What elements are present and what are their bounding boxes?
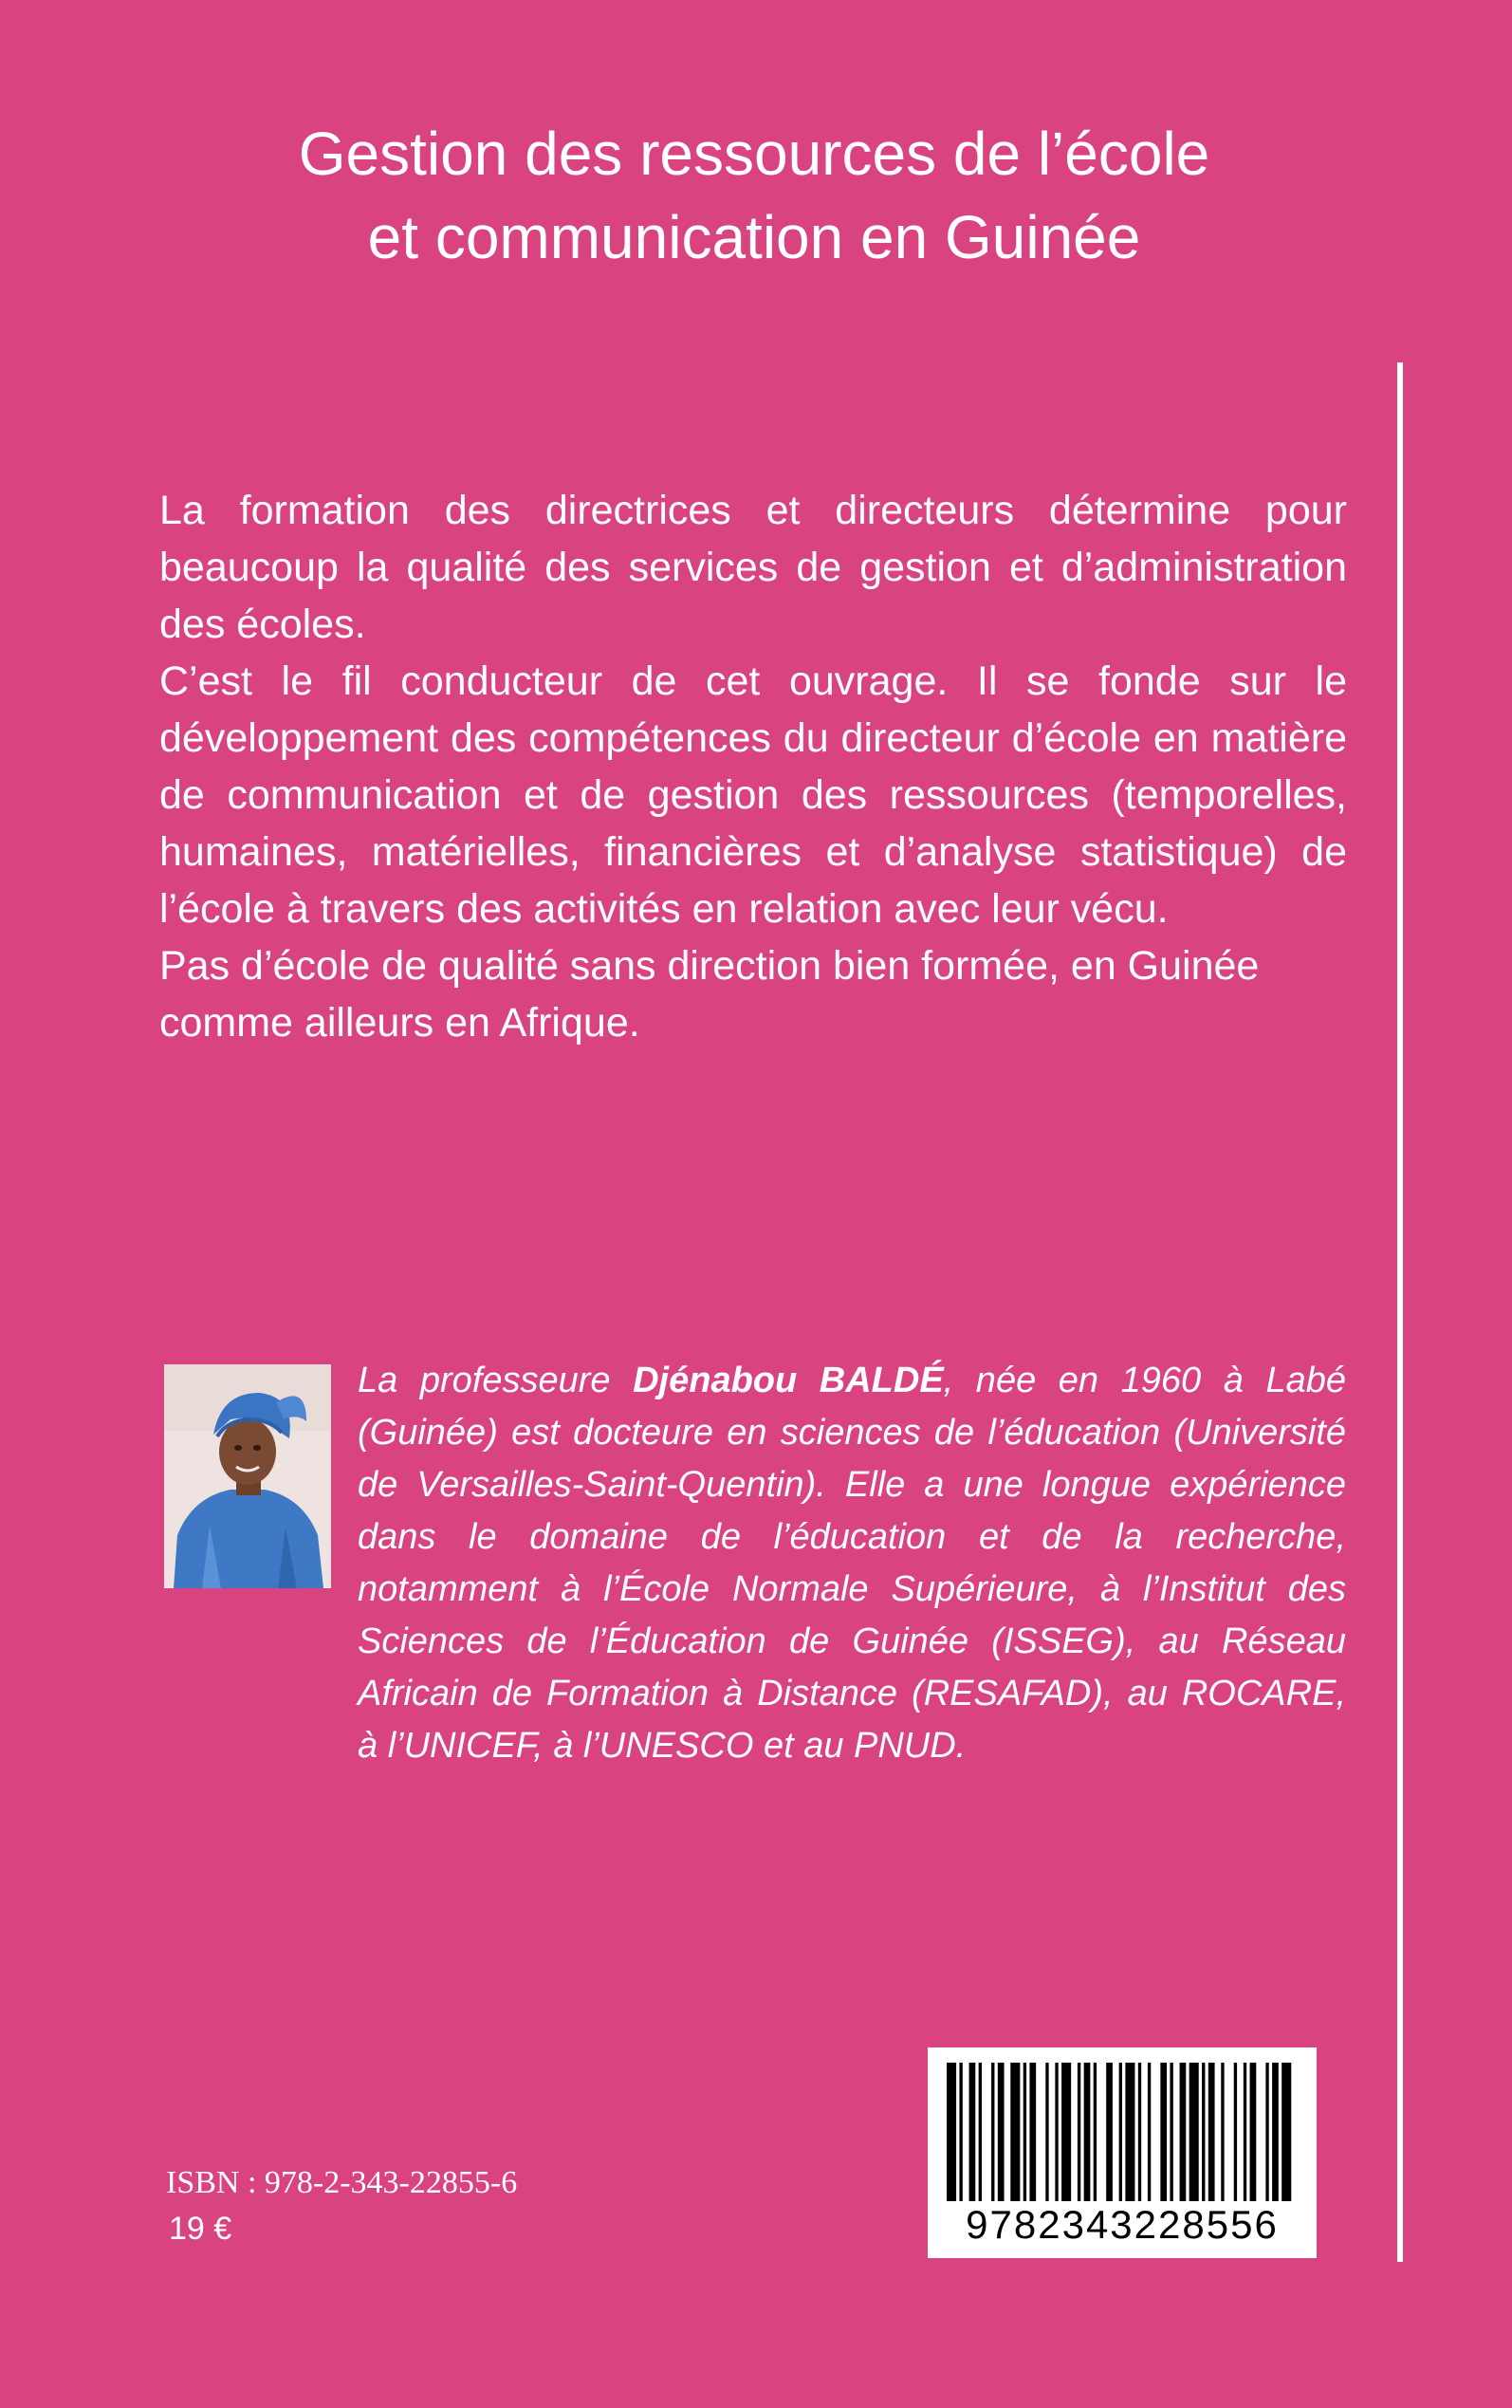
book-title-line-1: Gestion des ressources de l’école [298,120,1210,188]
barcode-digits: 9782343228556 [966,2202,1279,2247]
isbn-label: ISBN : 978-2-343-22855-6 [166,2165,518,2200]
blurb-paragraph-1: La formation des directrices et directeurs détermine pour beaucoup la qualité des services de gestion et d’administration des écoles. [159,488,1347,647]
author-photo [164,1364,331,1588]
author-portrait-illustration [164,1364,331,1588]
author-bio-rest: , née en 1960 à Labé (Guinée) est docteure en sciences de l’éducation (Université de Versailles-Saint-Quentin). Elle a une longue expérience dans le domaine de l’éducation et de la recherche, notamment à l’École Normale Supérieure, à l’Institut des Sciences de l’Éducation de Guinée (ISSEG), au Réseau Africain de Formation à Distance (RESAFAD), au ROCARE, à l’UNICEF, à l’UNESCO et au PNUD. [358,1361,1346,1766]
barcode-bars [947,2063,1298,2201]
book-title-line-2: et communication en Guinée [367,203,1141,271]
book-title [114,112,1394,279]
blurb-paragraph-3: Pas d’école de qualité sans direction bien formée, en Guinée comme ailleurs en Afrique. [159,943,1260,1046]
author-biography [358,1355,1346,1772]
right-vertical-rule [1397,362,1403,2262]
price-label: 19 € [169,2211,232,2247]
author-name: Djénabou BALDÉ [633,1361,944,1400]
author-bio-prefix: La professeure [358,1361,634,1400]
blurb-paragraph-2: C’est le fil conducteur de cet ouvrage. Il se fonde sur le développement des compétences du directeur d’école en matière de communication et de gestion des ressources (temporelles, humaines, matérielles, financières et d’analyse statistique) de l’école à travers des activités en relation avec leur vécu. [159,658,1347,932]
barcode [928,2047,1317,2258]
blurb-text [159,482,1347,1051]
